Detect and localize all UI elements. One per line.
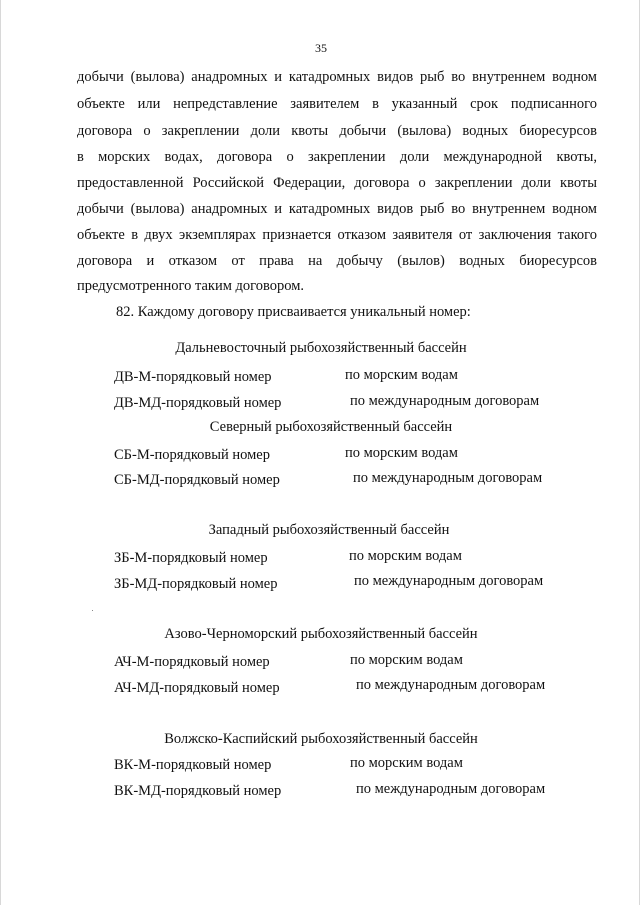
paragraph-line: договора о закреплении доли квоты добычи (вылова) водных биоресурсов <box>77 123 597 139</box>
paragraph-line: предоставленной Российской Федерации, договора о закреплении доли квоты <box>77 175 597 191</box>
basin-code: АЧ-МД-порядковый номер <box>114 680 280 696</box>
basin-title: Северный рыбохозяйственный бассейн <box>209 419 453 435</box>
basin-code: ЗБ-МД-порядковый номер <box>114 576 278 592</box>
basin-code: СБ-МД-порядковый номер <box>114 472 280 488</box>
basin-title: Западный рыбохозяйственный бассейн <box>208 522 450 538</box>
basin-code-description: по морским водам <box>349 548 462 564</box>
basin-code: ВК-М-порядковый номер <box>114 757 272 773</box>
paragraph-line: добычи (вылова) анадромных и катадромных видов рыб во внутреннем водном <box>77 201 597 217</box>
paragraph-line: предусмотренного таким договором. <box>77 278 305 294</box>
paragraph-line: добычи (вылова) анадромных и катадромных видов рыб во внутреннем водном <box>77 69 597 85</box>
basin-code: СБ-М-порядковый номер <box>114 447 270 463</box>
paragraph-line: договора и отказом от права на добычу (вылов) водных биоресурсов <box>77 253 597 269</box>
basin-code: ДВ-М-порядковый номер <box>114 369 272 385</box>
basin-code-description: по международным договорам <box>356 781 546 797</box>
basin-code-description: по международным договорам <box>354 573 544 589</box>
basin-title: Волжско-Каспийский рыбохозяйственный бассейн <box>164 731 478 747</box>
paragraph-line: объекте или непредставление заявителем в указанный срок подписанного <box>77 96 597 112</box>
basin-code-description: по морским водам <box>350 652 463 668</box>
basin-code: АЧ-М-порядковый номер <box>114 654 270 670</box>
clause-82: 82. Каждому договору присваивается уникальный номер: <box>116 304 471 320</box>
basin-code: ВК-МД-порядковый номер <box>114 783 282 799</box>
basin-title: Дальневосточный рыбохозяйственный бассейн <box>175 340 467 356</box>
basin-code-description: по морским водам <box>345 367 458 383</box>
basin-code-description: по международным договорам <box>350 393 540 409</box>
basin-code-description: по морским водам <box>345 445 458 461</box>
basin-title: Азово-Черноморский рыбохозяйственный бассейн <box>164 626 478 642</box>
basin-code-description: по международным договорам <box>356 677 546 693</box>
basin-code: ДВ-МД-порядковый номер <box>114 395 282 411</box>
page-number: 35 <box>315 41 327 55</box>
paragraph-line: в морских водах, договора о закреплении доли международной квоты, <box>77 149 597 165</box>
basin-code: ЗБ-М-порядковый номер <box>114 550 268 566</box>
basin-code-description: по морским водам <box>350 755 463 771</box>
scan-speck <box>92 610 93 611</box>
basin-code-description: по международным договорам <box>353 470 543 486</box>
paragraph-line: объекте в двух экземплярах признается отказом заявителя от заключения такого <box>77 227 597 243</box>
